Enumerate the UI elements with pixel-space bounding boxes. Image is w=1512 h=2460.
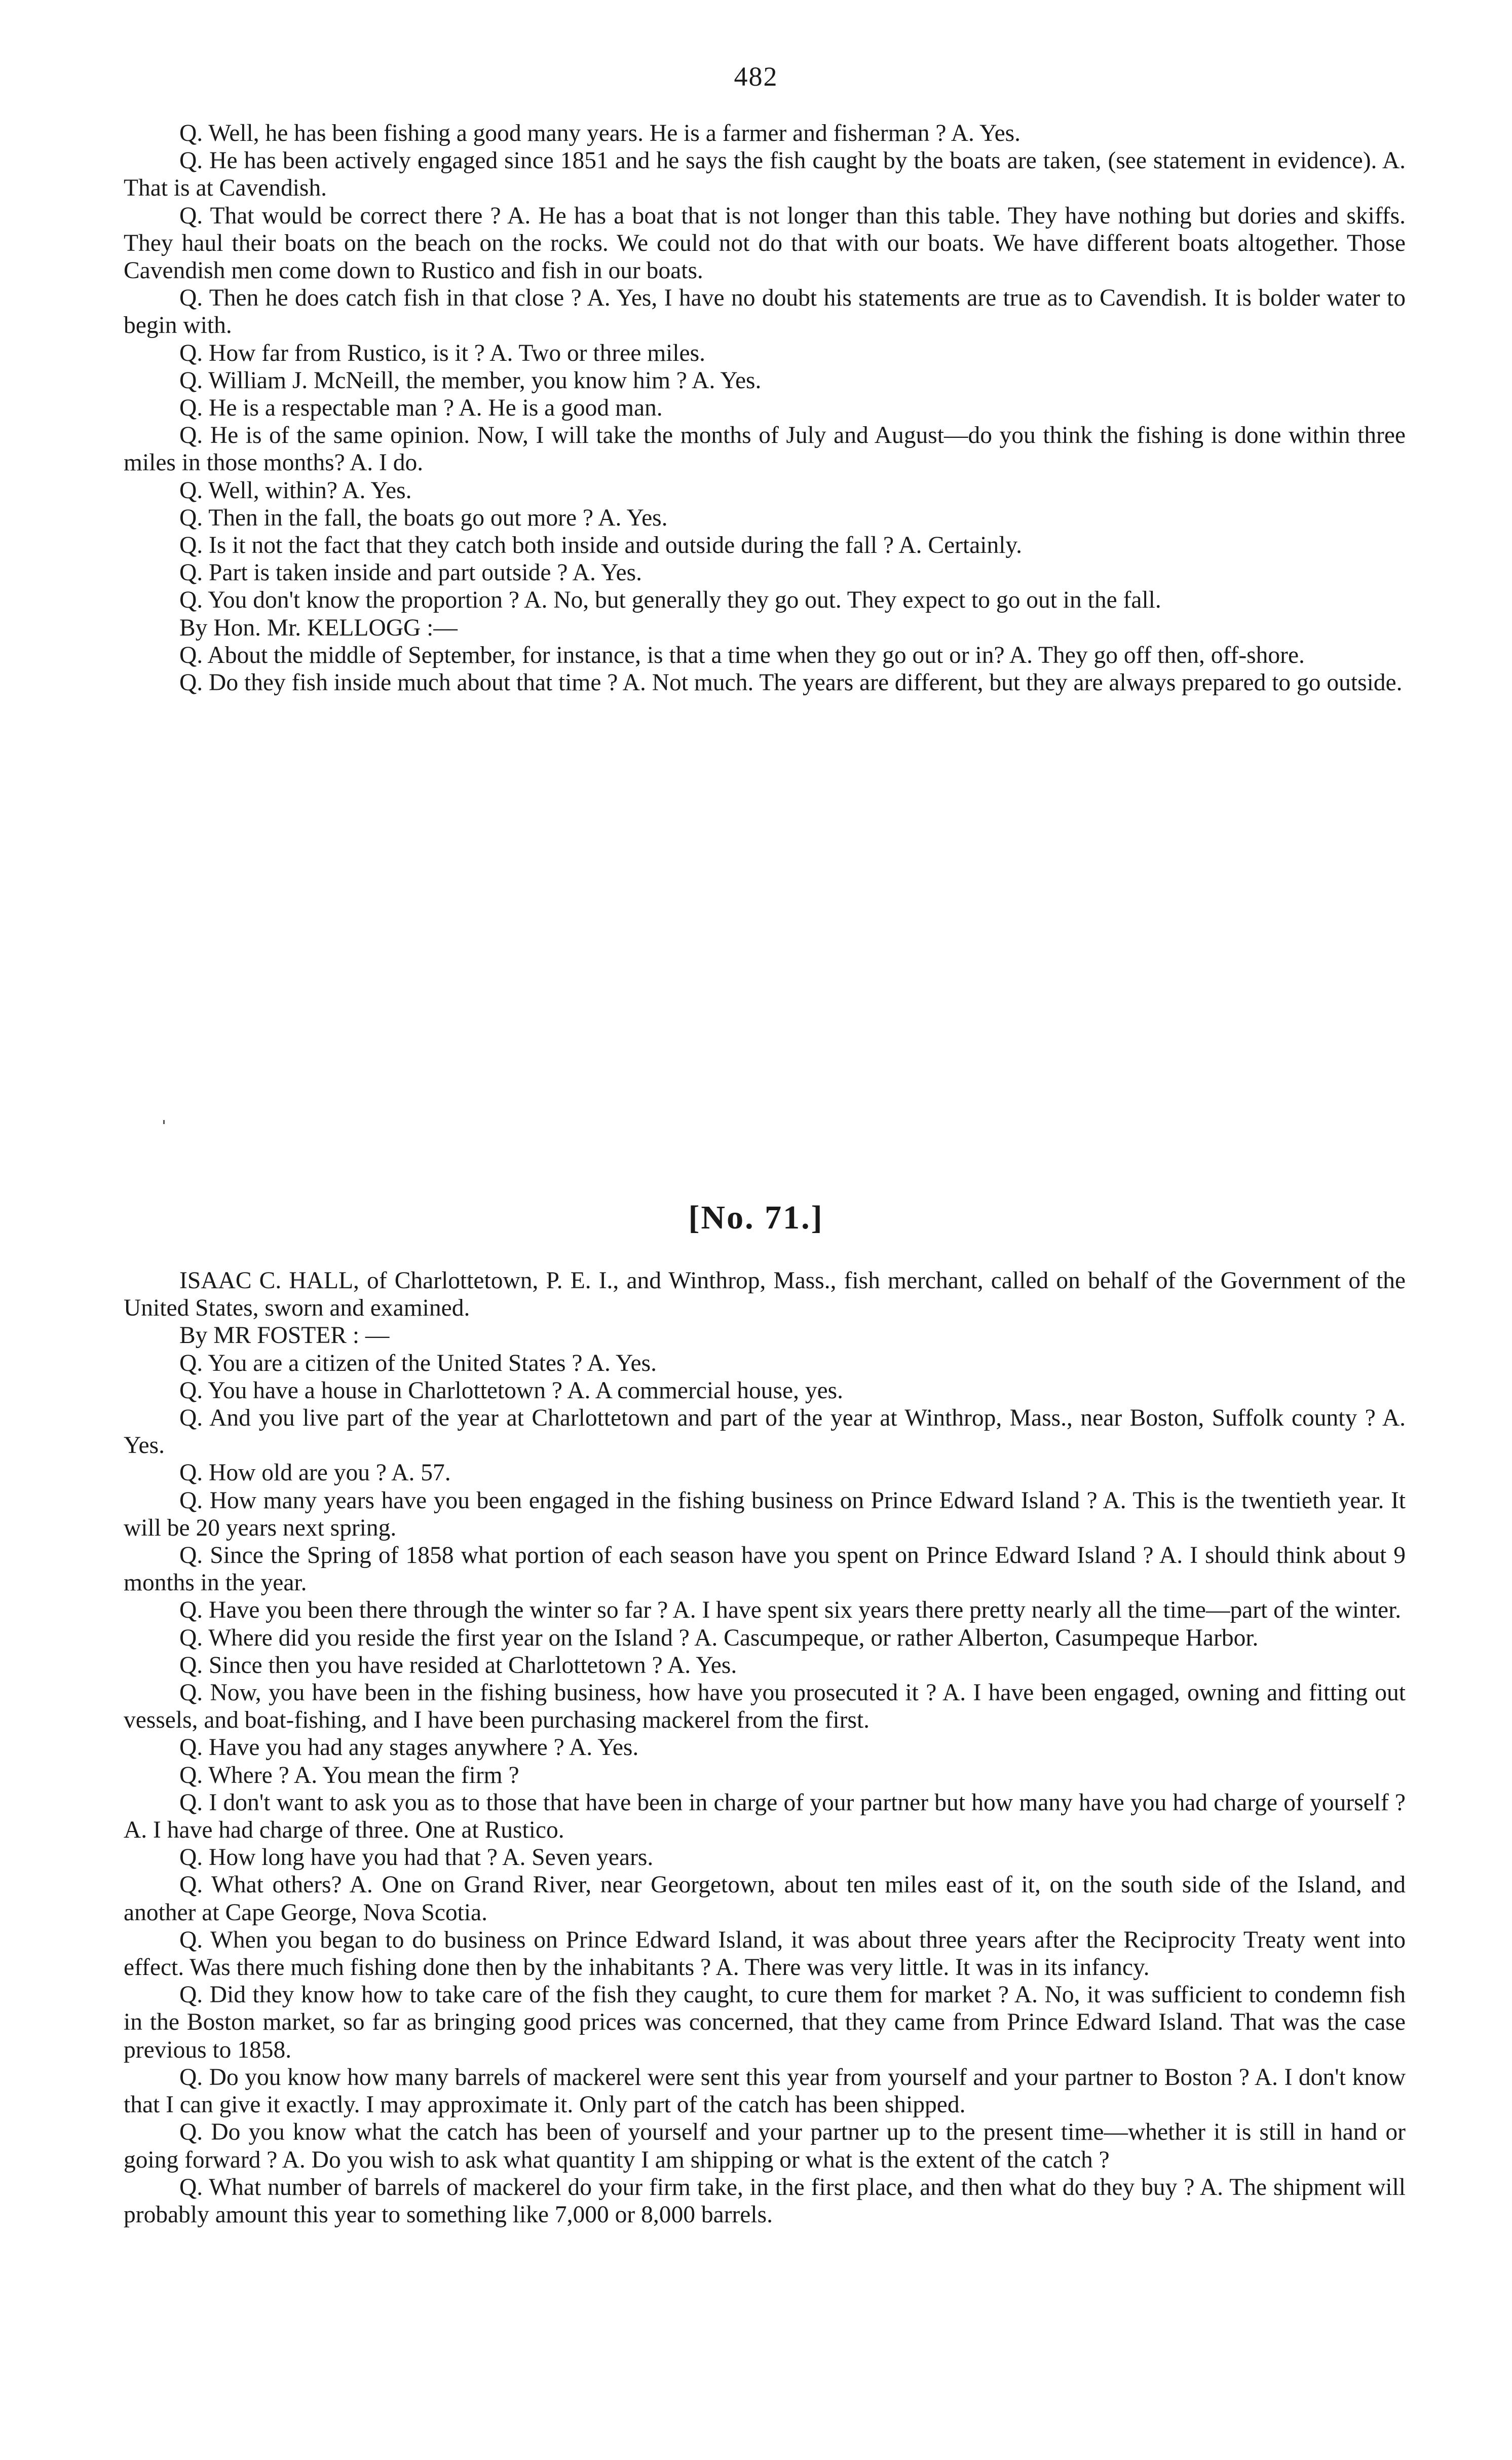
testimony-paragraph: Q. He has been actively engaged since 1851 and he says the fish caught by the boats are taken, (see statement in evidence). A. That is at Cavendish. bbox=[124, 147, 1406, 202]
testimony-paragraph: Q. How long have you had that ? A. Seven years. bbox=[179, 1844, 654, 1871]
testimony-paragraph: Q. Well, within? A. Yes. bbox=[179, 477, 412, 504]
testimony-paragraph: Q. Do you know how many barrels of mackerel were sent this year from yourself and your partner to Boston ? A. I don't know that I can give it exactly. I may approximate it. Only part of the catch has been shipped. bbox=[124, 2064, 1406, 2118]
testimony-paragraph: Q. You have a house in Charlottetown ? A. A commercial house, yes. bbox=[179, 1377, 844, 1404]
witness-testimony bbox=[124, 1267, 1406, 2228]
testimony-paragraph: Q. How many years have you been engaged in the fishing business on Prince Edward Island ? A. This is the twentieth year. It will be 20 years next spring. bbox=[124, 1487, 1406, 1541]
testimony-paragraph: Q. William J. McNeill, the member, you know him ? A. Yes. bbox=[179, 367, 762, 394]
examiner-attribution: By MR FOSTER : — bbox=[179, 1322, 390, 1349]
scan-mark bbox=[163, 1120, 165, 1124]
testimony-paragraph: Q. Have you been there through the winter so far ? A. I have spent six years there pretty nearly all the time—part of the winter. bbox=[179, 1597, 1402, 1624]
examiner-attribution: By Hon. Mr. KELLOGG :— bbox=[179, 614, 458, 641]
testimony-paragraph: Q. Do you know what the catch has been of yourself and your partner up to the present time—whether it is still in hand or going forward ? A. Do you wish to ask what quantity I am shipping or what is the extent of the catch ? bbox=[124, 2119, 1406, 2173]
testimony-paragraph: Q. You are a citizen of the United States ? A. Yes. bbox=[179, 1350, 657, 1376]
testimony-paragraph: Q. Well, he has been fishing a good many years. He is a farmer and fisherman ? A. Yes. bbox=[179, 120, 1021, 146]
page-number: 482 bbox=[734, 61, 778, 92]
testimony-paragraph: Q. You don't know the proportion ? A. No, but generally they go out. They expect to go out in the fall. bbox=[179, 587, 1161, 614]
testimony-continued bbox=[124, 120, 1406, 696]
testimony-paragraph: Q. What number of barrels of mackerel do your firm take, in the first place, and then what do they buy ? A. The shipment will probably amount this year to something like 7,000 or 8,000 barrels. bbox=[124, 2174, 1406, 2228]
testimony-paragraph: Q. Since the Spring of 1858 what portion of each season have you spent on Prince Edward Island ? A. I should think about 9 months in the year. bbox=[124, 1542, 1406, 1596]
testimony-paragraph: Q. Since then you have resided at Charlottetown ? A. Yes. bbox=[179, 1652, 737, 1679]
testimony-paragraph: Q. Now, you have been in the fishing business, how have you prosecuted it ? A. I have been engaged, owning and fitting out vessels, and boat-fishing, and I have been purchasing mackerel from the first. bbox=[124, 1680, 1406, 1734]
testimony-paragraph: Q. I don't want to ask you as to those that have been in charge of your partner but how many have you had charge of yourself ? A. I have had charge of three. One at Rustico. bbox=[124, 1789, 1406, 1844]
testimony-paragraph: Q. And you live part of the year at Charlottetown and part of the year at Winthrop, Mass., near Boston, Suffolk county ? A. Yes. bbox=[124, 1405, 1406, 1459]
testimony-paragraph: Q. What others? A. One on Grand River, near Georgetown, about ten miles east of it, on the south side of the Island, and another at Cape George, Nova Scotia. bbox=[124, 1872, 1406, 1926]
testimony-paragraph: Q. Part is taken inside and part outside ? A. Yes. bbox=[179, 560, 642, 586]
testimony-paragraph: Q. How old are you ? A. 57. bbox=[179, 1460, 451, 1486]
witness-intro: ISAAC C. HALL, of Charlottetown, P. E. I., and Winthrop, Mass., fish merchant, called on behalf of the Government of the United States, sworn and examined. bbox=[124, 1268, 1406, 1322]
testimony-paragraph: Q. Then he does catch fish in that close ? A. Yes, I have no doubt his statements are true as to Cavendish. It is bolder water to begin with. bbox=[124, 285, 1406, 339]
section-title: [No. 71.] bbox=[688, 1199, 824, 1236]
testimony-paragraph: Q. When you began to do business on Prince Edward Island, it was about three years after the Reciprocity Treaty went into effect. Was there much fishing done then by the inhabitants ? A. There was very little. It was in its infancy. bbox=[124, 1926, 1406, 1981]
testimony-paragraph: Q. That would be correct there ? A. He has a boat that is not longer than this table. They have nothing but dories and skiffs. They haul their boats on the beach on the rocks. We could not do that with our boats. We have different boats altogether. Those Cavendish men come down to Rustico and fish in our boats. bbox=[124, 202, 1406, 284]
testimony-paragraph: Q. He is a respectable man ? A. He is a good man. bbox=[179, 395, 663, 422]
testimony-paragraph: Q. He is of the same opinion. Now, I will take the months of July and August—do you think the fishing is done within three miles in those months? A. I do. bbox=[124, 422, 1406, 476]
testimony-paragraph: Q. How far from Rustico, is it ? A. Two or three miles. bbox=[179, 340, 705, 366]
testimony-paragraph: Q. About the middle of September, for instance, is that a time when they go out or in? A. They go off then, off-shore. bbox=[179, 642, 1305, 668]
testimony-paragraph: Q. Have you had any stages anywhere ? A. Yes. bbox=[179, 1734, 639, 1761]
testimony-paragraph: Q. Where ? A. You mean the firm ? bbox=[179, 1762, 519, 1788]
testimony-paragraph: Q. Did they know how to take care of the fish they caught, to cure them for market ? A. No, it was sufficient to condemn fish in the Boston market, so far as bringing good prices was concerned, that they came from Prince Edward Island. That was the case previous to 1858. bbox=[124, 1982, 1406, 2063]
testimony-paragraph: Q. Is it not the fact that they catch both inside and outside during the fall ? A. Certainly. bbox=[179, 532, 1022, 559]
testimony-paragraph: Q. Where did you reside the first year on the Island ? A. Cascumpeque, or rather Alberton, Casumpeque Harbor. bbox=[179, 1624, 1259, 1651]
testimony-paragraph: Q. Then in the fall, the boats go out more ? A. Yes. bbox=[179, 504, 668, 531]
testimony-paragraph: Q. Do they fish inside much about that time ? A. Not much. The years are different, but they are always prepared to go outside. bbox=[179, 669, 1403, 696]
